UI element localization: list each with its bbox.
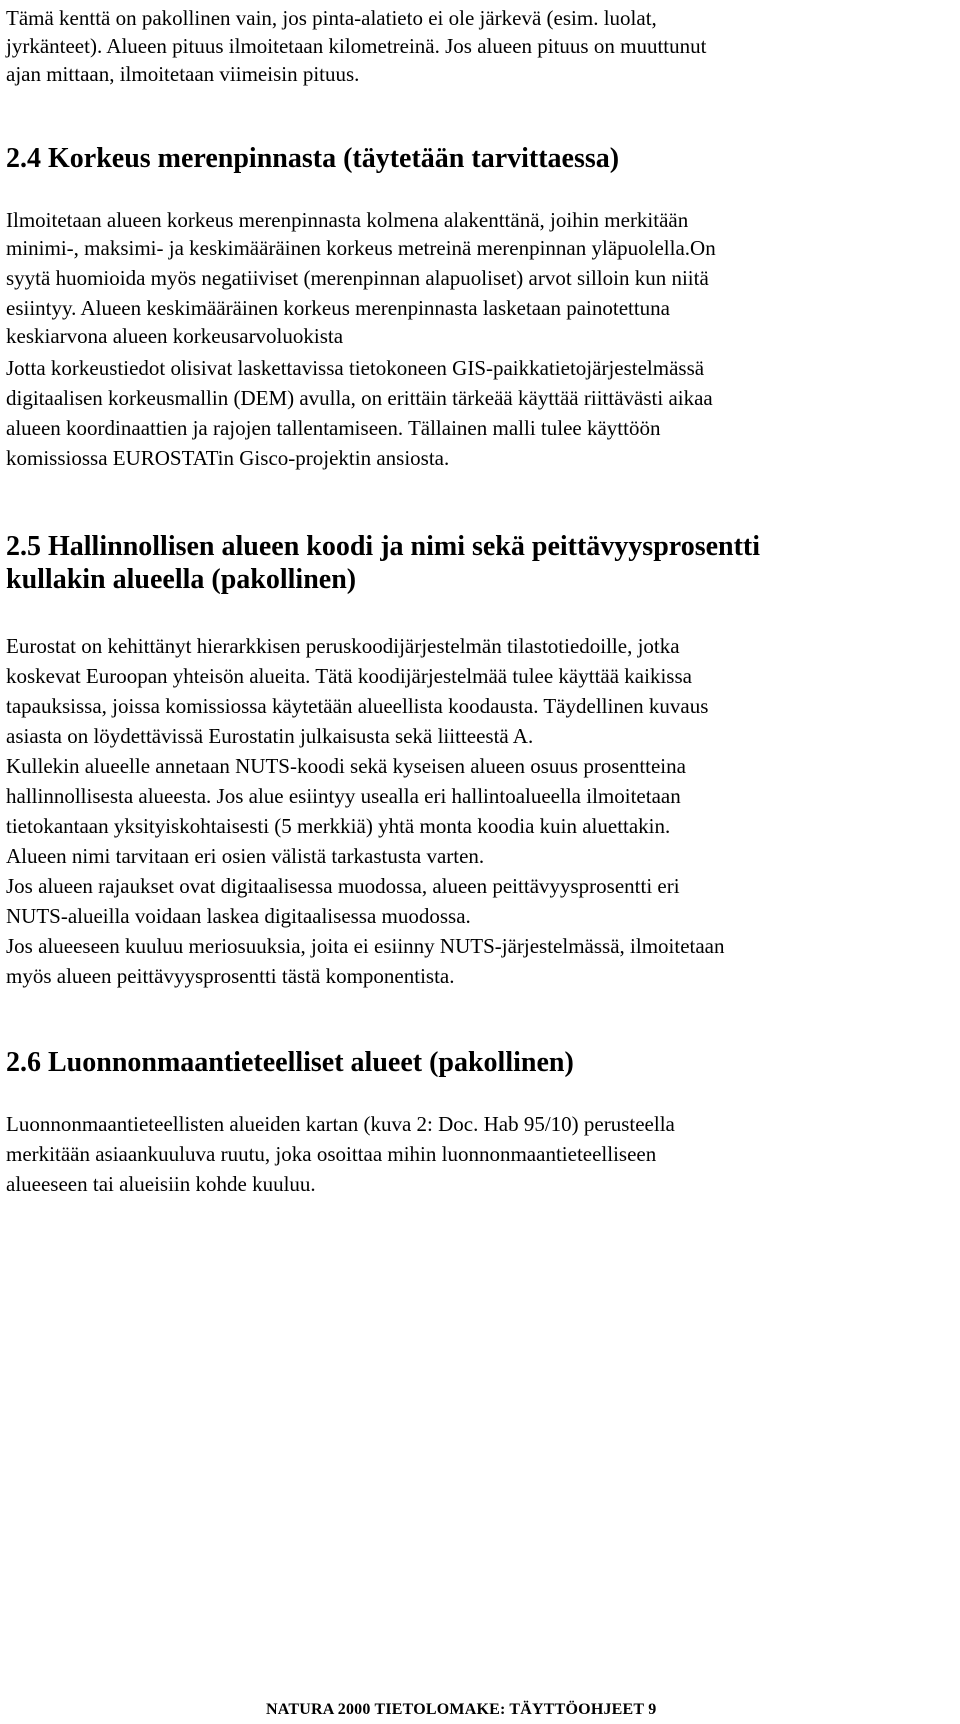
section-2-5-line-1: Eurostat on kehittänyt hierarkkisen peruskoodijärjestelmän tilastotiedoille, jotka bbox=[6, 634, 680, 658]
section-2-6-line-1: Luonnonmaantieteellisten alueiden kartan (kuva 2: Doc. Hab 95/10) perusteella bbox=[6, 1112, 675, 1136]
section-2-5-line-2: koskevat Euroopan yhteisön alueita. Tätä koodijärjestelmää tulee käyttää kaikissa bbox=[6, 664, 692, 688]
section-2-5-line-10: NUTS-alueilla voidaan laskea digitaalisessa muodossa. bbox=[6, 904, 471, 928]
section-2-4-line-4: esiintyy. Alueen keskimääräinen korkeus merenpinnasta lasketaan painotettuna bbox=[6, 296, 671, 320]
section-2-4-heading: 2.4 Korkeus merenpinnasta (täytetään tarvittaessa) bbox=[6, 143, 620, 174]
intro-line-3: ajan mittaan, ilmoitetaan viimeisin pituus. bbox=[6, 62, 360, 86]
section-2-4-line-1: Ilmoitetaan alueen korkeus merenpinnasta kolmena alakenttänä, joihin merkitään bbox=[6, 208, 689, 232]
section-2-4-line-2: minimi-, maksimi- ja keskimääräinen korkeus metreinä merenpinnan yläpuolella.On bbox=[6, 236, 716, 260]
section-2-5-line-11: Jos alueeseen kuuluu meriosuuksia, joita ei esiinny NUTS-järjestelmässä, ilmoitetaan bbox=[6, 934, 725, 958]
section-2-4-line-8: alueen koordinaattien ja rajojen tallentamiseen. Tällainen malli tulee käyttöön bbox=[6, 416, 661, 440]
section-2-5-line-3: tapauksissa, joissa komissiossa käytetään alueellista koodausta. Täydellinen kuvaus bbox=[6, 694, 709, 718]
section-2-5-line-12: myös alueen peittävyysprosentti tästä komponentista. bbox=[6, 964, 455, 988]
section-2-6-line-2: merkitään asiaankuuluva ruutu, joka osoittaa mihin luonnonmaantieteelliseen bbox=[6, 1142, 657, 1166]
section-2-4-line-7: digitaalisen korkeusmallin (DEM) avulla, on erittäin tärkeää käyttää riittävästi aikaa bbox=[6, 386, 713, 410]
section-2-5-heading-line-1: 2.5 Hallinnollisen alueen koodi ja nimi sekä peittävyysprosentti bbox=[6, 531, 761, 562]
page-footer: NATURA 2000 TIETOLOMAKE: TÄYTTÖOHJEET 9 bbox=[266, 1701, 657, 1718]
intro-line-1: Tämä kenttä on pakollinen vain, jos pinta-alatieto ei ole järkevä (esim. luolat, bbox=[6, 6, 657, 30]
section-2-5-line-9: Jos alueen rajaukset ovat digitaalisessa muodossa, alueen peittävyysprosentti eri bbox=[6, 874, 680, 898]
intro-line-2: jyrkänteet). Alueen pituus ilmoitetaan kilometreinä. Jos alueen pituus on muuttunut bbox=[6, 34, 707, 58]
section-2-6-line-3: alueeseen tai alueisiin kohde kuuluu. bbox=[6, 1172, 316, 1196]
section-2-4-line-5: keskiarvona alueen korkeusarvoluokista bbox=[6, 324, 344, 348]
section-2-5-line-7: tietokantaan yksityiskohtaisesti (5 merkkiä) yhtä monta koodia kuin aluettakin. bbox=[6, 814, 671, 838]
section-2-5-line-5: Kullekin alueelle annetaan NUTS-koodi sekä kyseisen alueen osuus prosentteina bbox=[6, 754, 686, 778]
section-2-5-line-6: hallinnollisesta alueesta. Jos alue esiintyy usealla eri hallintoalueella ilmoitetaan bbox=[6, 784, 681, 808]
section-2-6-heading: 2.6 Luonnonmaantieteelliset alueet (pakollinen) bbox=[6, 1047, 574, 1078]
section-2-4-line-6: Jotta korkeustiedot olisivat laskettavissa tietokoneen GIS-paikkatietojärjestelmässä bbox=[6, 356, 705, 380]
section-2-4-line-9: komissiossa EUROSTATin Gisco-projektin ansiosta. bbox=[6, 446, 450, 470]
section-2-4-line-3: syytä huomioida myös negatiiviset (merenpinnan alapuoliset) arvot silloin kun niitä bbox=[6, 266, 709, 290]
section-2-5-line-4: asiasta on löydettävissä Eurostatin julkaisusta sekä liitteestä A. bbox=[6, 724, 534, 748]
section-2-5-heading-line-2: kullakin alueella (pakollinen) bbox=[6, 564, 357, 595]
section-2-5-line-8: Alueen nimi tarvitaan eri osien välistä tarkastusta varten. bbox=[6, 844, 485, 868]
